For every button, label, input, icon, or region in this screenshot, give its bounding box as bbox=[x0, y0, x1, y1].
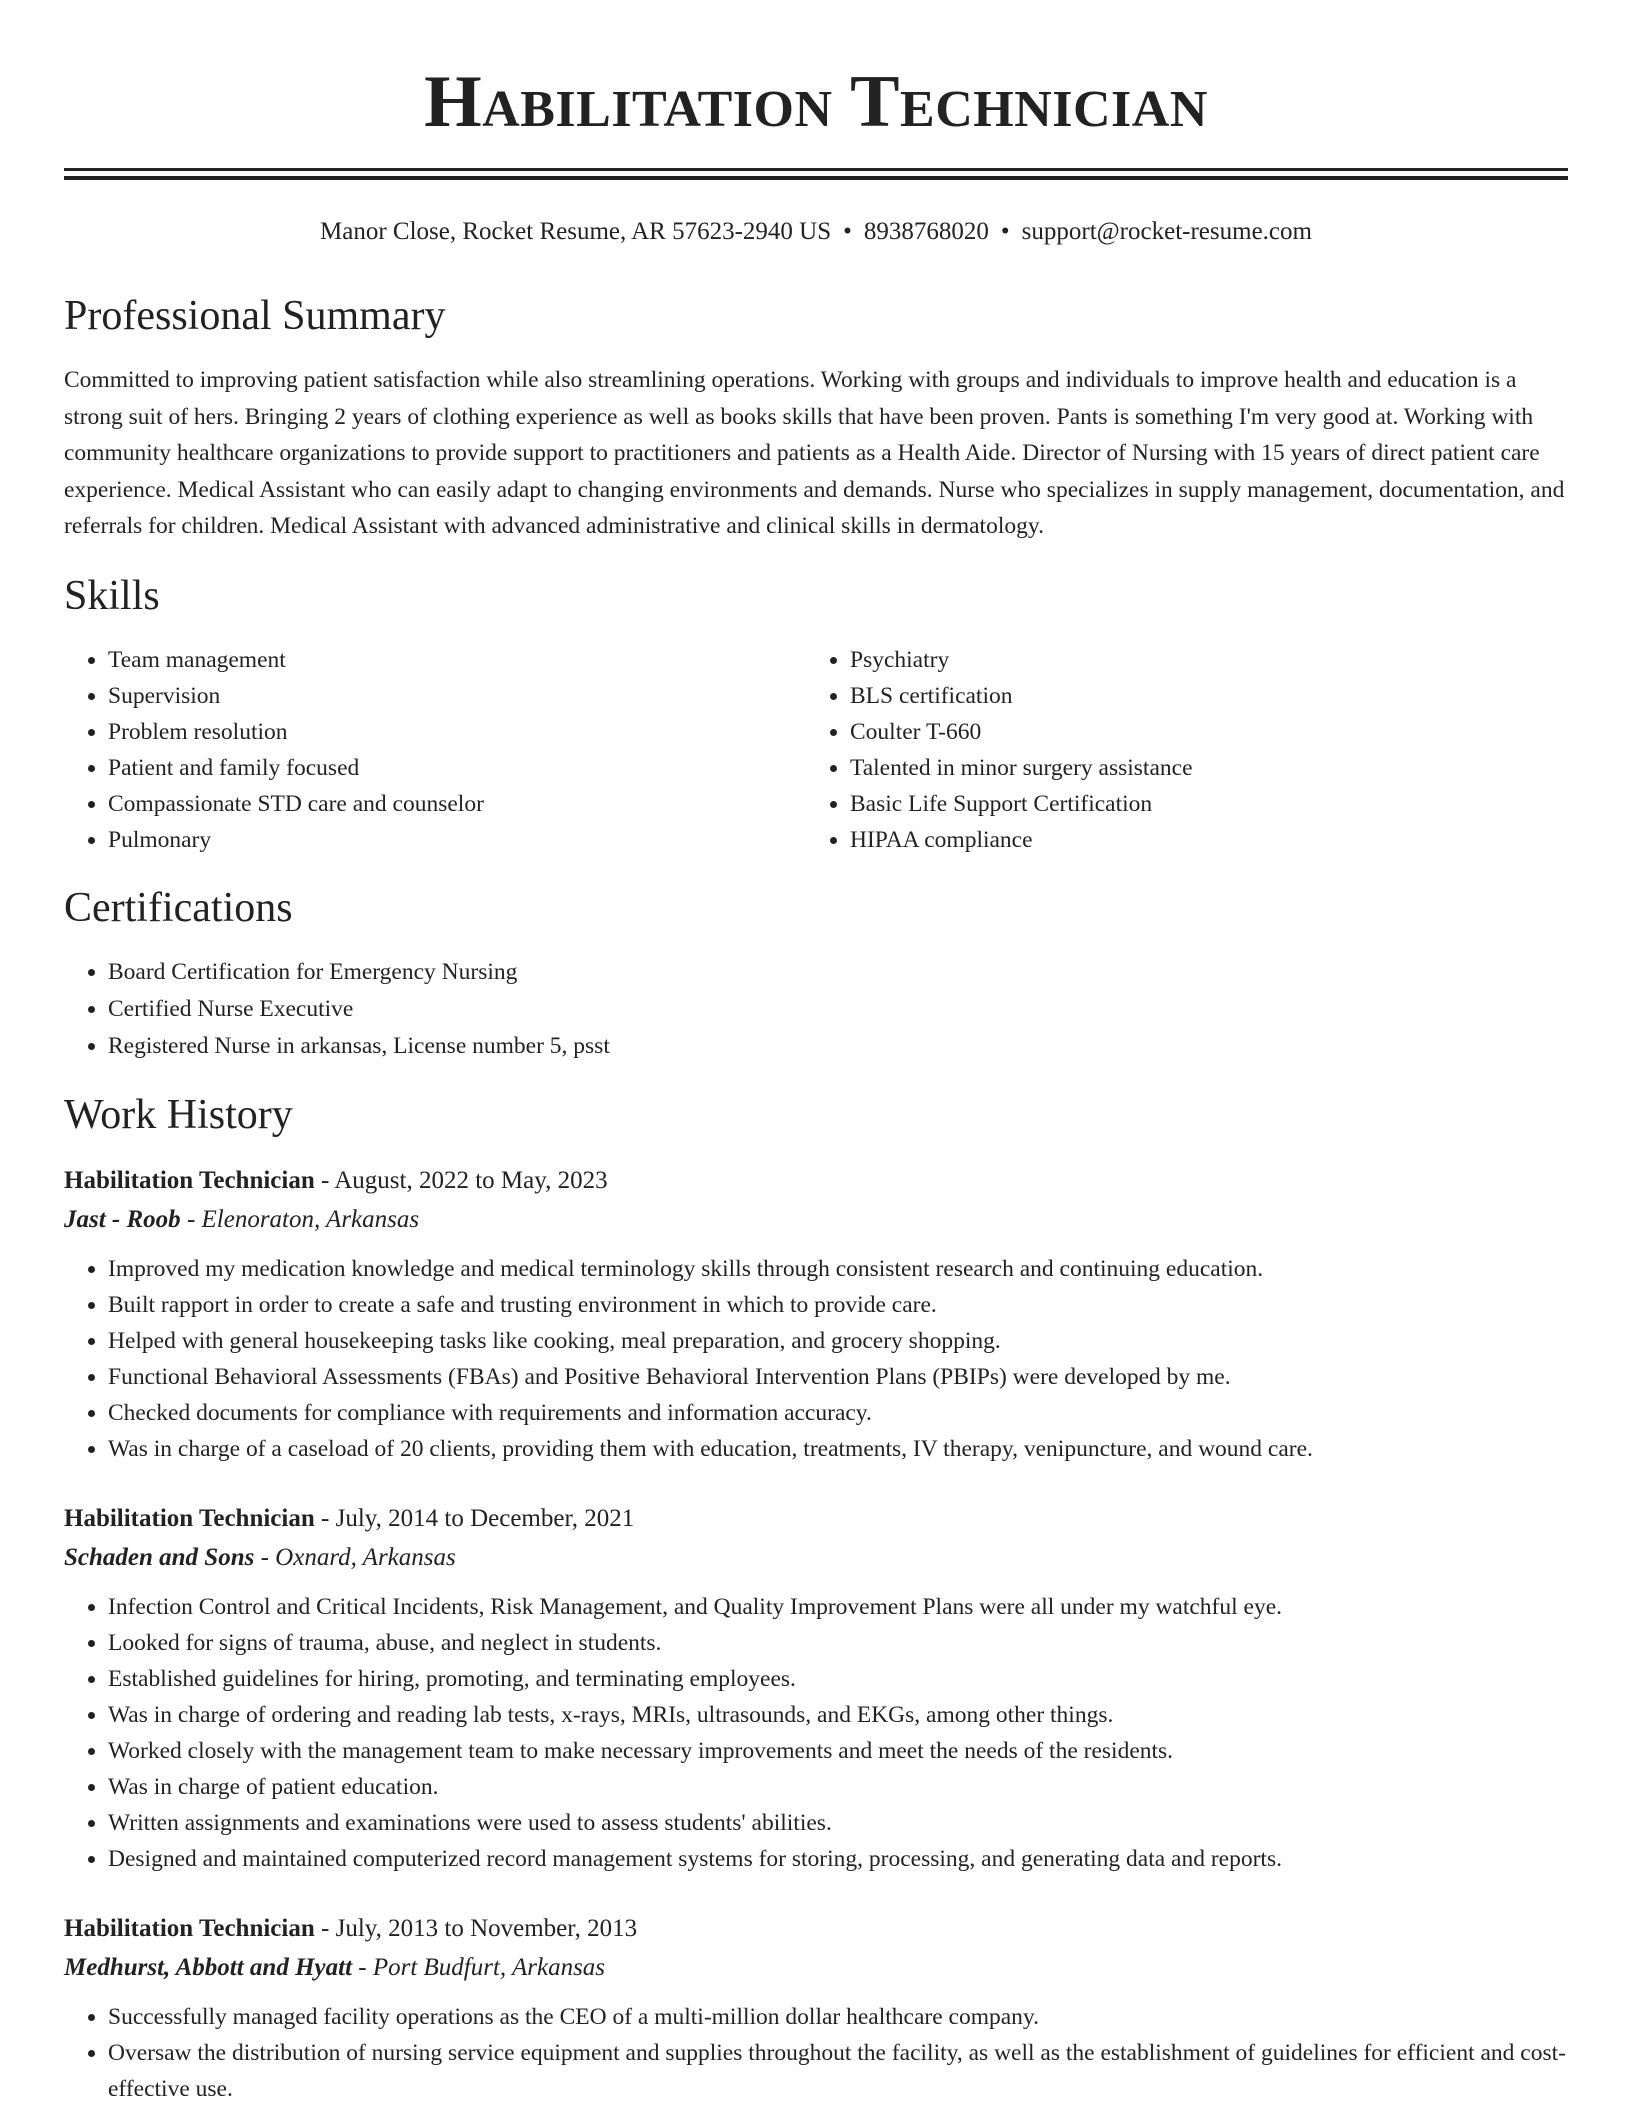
resume-title: Habilitation Technician bbox=[424, 61, 1208, 143]
skill-item: • Supervision bbox=[108, 678, 806, 714]
job-company: Medhurst, Abbott and Hyatt bbox=[64, 1953, 353, 1981]
job-dates: - July, 2014 to December, 2021 bbox=[314, 1504, 635, 1532]
job-bullet: • Improved my medication knowledge and medical terminology skills through consistent research and continuing education. bbox=[108, 1251, 1568, 1287]
contact-phone: 8938768020 bbox=[863, 218, 989, 245]
job-dates: - July, 2013 to November, 2013 bbox=[314, 1914, 638, 1942]
job-dates: - August, 2022 to May, 2023 bbox=[314, 1166, 608, 1194]
title-divider-top bbox=[64, 168, 1568, 171]
job-title-line bbox=[64, 1499, 1568, 1539]
job-company-line bbox=[64, 1949, 1568, 1987]
section-heading-certifications: Certifications bbox=[64, 884, 293, 931]
certification-item: • Board Certification for Emergency Nursing bbox=[108, 954, 1568, 991]
job-bullet: • Checked documents for compliance with requirements and information accuracy. bbox=[108, 1395, 1568, 1431]
job-bullet: • Oversaw the distribution of nursing service equipment and supplies throughout the facility, as well as the establishment of guidelines for efficient and cost-effective use. bbox=[108, 2035, 1568, 2107]
job-bullet: • Established guidelines for hiring, promoting, and terminating employees. bbox=[108, 1661, 1568, 1697]
skill-item: • Team management bbox=[108, 642, 806, 678]
professional-summary-section bbox=[64, 292, 1568, 545]
certification-item: • Certified Nurse Executive bbox=[108, 991, 1568, 1028]
job-title: Habilitation Technician bbox=[64, 1504, 315, 1532]
job-bullet: • Successfully managed facility operations as the CEO of a multi-million dollar healthcare company. bbox=[108, 1999, 1568, 2035]
summary-text: Committed to improving patient satisfaction while also streamlining operations. Working with groups and individuals to improve health and education is a strong suit of hers. Bringing 2 years of clothing experience as well as books skills that have been proven. Pants is something I'm very good at. Working with community healthcare organizations to provide support to practitioners and patients as a Health Aide. Director of Nursing with 15 years of direct patient care experience. Medical Assistant who can easily adapt to changing environments and demands. Nurse who specializes in supply management, documentation, and referrals for children. Medical Assistant with advanced administrative and clinical skills in dermatology. bbox=[64, 367, 1565, 539]
section-heading-skills: Skills bbox=[64, 572, 160, 619]
contact-separator: • bbox=[1000, 218, 1010, 245]
skill-item: • HIPAA compliance bbox=[850, 822, 1548, 858]
job-entry bbox=[64, 1161, 1568, 1467]
job-location: - Oxnard, Arkansas bbox=[254, 1543, 456, 1571]
job-company: Jast - Roob bbox=[64, 1205, 181, 1233]
skill-item: • Compassionate STD care and counselor bbox=[108, 786, 806, 822]
job-bullet: • Written assignments and examinations were used to assess students' abilities. bbox=[108, 1805, 1568, 1841]
contact-line bbox=[64, 216, 1568, 248]
certifications-section bbox=[64, 884, 1568, 1065]
job-location: - Port Budfurt, Arkansas bbox=[352, 1953, 606, 1981]
skills-column-left bbox=[64, 642, 806, 858]
job-title-line bbox=[64, 1909, 1568, 1949]
skills-column-right bbox=[806, 642, 1548, 858]
skill-item: • BLS certification bbox=[850, 678, 1548, 714]
skill-item: • Patient and family focused bbox=[108, 750, 806, 786]
job-bullet: • Looked for signs of trauma, abuse, and neglect in students. bbox=[108, 1625, 1568, 1661]
contact-separator: • bbox=[843, 218, 852, 245]
skill-item: • Talented in minor surgery assistance bbox=[850, 750, 1548, 786]
job-title-line bbox=[64, 1161, 1568, 1201]
job-bullet: • Was in charge of patient education. bbox=[108, 1769, 1568, 1805]
job-bullet: • Built rapport in order to create a safe and trusting environment in which to provide care. bbox=[108, 1287, 1568, 1323]
job-entry bbox=[64, 1499, 1568, 1877]
work-history-section bbox=[64, 1091, 1568, 2107]
certification-item: • Registered Nurse in arkansas, License number 5, psst bbox=[108, 1028, 1568, 1065]
skills-section bbox=[64, 572, 1568, 858]
contact-email: support@rocket-resume.com bbox=[1021, 218, 1312, 245]
section-heading-summary: Professional Summary bbox=[64, 293, 446, 339]
job-bullet: • Designed and maintained computerized record management systems for storing, processing, and generating data and reports. bbox=[108, 1841, 1568, 1877]
resume-page bbox=[64, 0, 1568, 2107]
skill-item: • Pulmonary bbox=[108, 822, 806, 858]
skill-item: • Coulter T-660 bbox=[850, 714, 1548, 750]
job-bullet: • Was in charge of a caseload of 20 clients, providing them with education, treatments, IV therapy, venipuncture, and wound care. bbox=[108, 1431, 1568, 1467]
job-bullet: • Helped with general housekeeping tasks like cooking, meal preparation, and grocery shopping. bbox=[108, 1323, 1568, 1359]
job-company: Schaden and Sons bbox=[64, 1543, 255, 1571]
section-heading-work-history: Work History bbox=[64, 1091, 293, 1138]
job-bullet: • Worked closely with the management team to make necessary improvements and meet the needs of the residents. bbox=[108, 1733, 1568, 1769]
skill-item: • Basic Life Support Certification bbox=[850, 786, 1548, 822]
title-divider-bottom bbox=[64, 176, 1568, 180]
contact-address: Manor Close, Rocket Resume, AR 57623-2940 US bbox=[320, 218, 832, 245]
skill-item: • Psychiatry bbox=[850, 642, 1548, 678]
job-title: Habilitation Technician bbox=[64, 1914, 315, 1942]
skill-item: • Problem resolution bbox=[108, 714, 806, 750]
skills-columns bbox=[64, 642, 1568, 858]
job-entry bbox=[64, 1909, 1568, 2107]
job-location: - Elenoraton, Arkansas bbox=[180, 1205, 420, 1233]
job-bullet: • Was in charge of ordering and reading lab tests, x-rays, MRIs, ultrasounds, and EKGs, among other things. bbox=[108, 1697, 1568, 1733]
job-title: Habilitation Technician bbox=[64, 1166, 315, 1194]
job-company-line bbox=[64, 1201, 1568, 1239]
job-company-line bbox=[64, 1539, 1568, 1577]
job-bullet: • Functional Behavioral Assessments (FBAs) and Positive Behavioral Intervention Plans (PBIPs) were developed by me. bbox=[108, 1359, 1568, 1395]
job-bullet: • Infection Control and Critical Incidents, Risk Management, and Quality Improvement Plans were all under my watchful eye. bbox=[108, 1589, 1568, 1625]
